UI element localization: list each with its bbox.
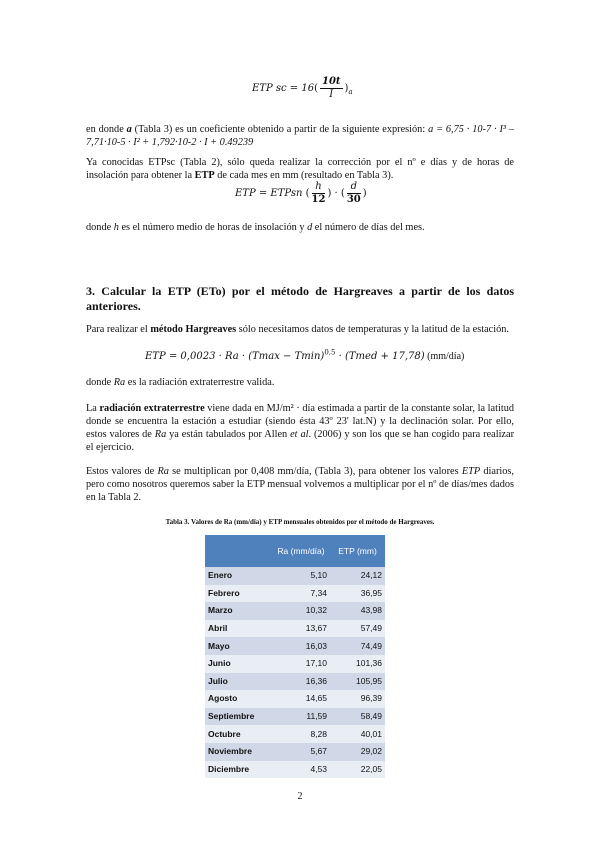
table-row	[205, 725, 385, 743]
formula-etp: ETP = ETPsn ( $\frac{h}{12}$ ) · ( $\frac{d}{30}$ )	[235, 181, 367, 205]
formula-etp-fraction-d	[347, 181, 361, 206]
para3-text-3: el número de días del mes.	[312, 222, 425, 233]
table-cell-etp: 57,49	[330, 620, 385, 638]
paragraph-correction	[86, 156, 514, 182]
table-cell-month: Septiembre	[205, 708, 272, 726]
para6-ra: Ra	[154, 429, 167, 440]
para6-text-2: viene dada en MJ/m² · día estimada a partir de la constante solar, la latitud donde se encuentra la estación a estudiar (siendo ésta 43º 23' lat.N) y la declinación solar. Por ello, estos valores de	[86, 403, 514, 440]
table-row	[205, 655, 385, 673]
table-cell-ra: 11,59	[272, 708, 330, 726]
table-cell-month: Agosto	[205, 690, 272, 708]
formula-etp-den-30: 30	[346, 194, 361, 205]
table-row	[205, 761, 385, 779]
para7-etp: ETP	[461, 466, 481, 477]
para3-h: h	[113, 222, 119, 233]
para6-text-1: La	[86, 403, 100, 414]
para5-text-2: es la radiación extraterrestre valida.	[125, 377, 275, 388]
formula-etp-sc-exponent: a	[348, 88, 353, 96]
table-cell-ra: 16,03	[272, 637, 330, 655]
para2-etp: ETP	[194, 170, 215, 181]
para7-text-2: se multiplican por 0,408 mm/día, (Tabla 3), para obtener los valores	[168, 466, 462, 477]
para2-text-1: Ya conocidas ETPsc (Tabla 2), sólo queda realizar la corrección por el nº e días y de horas de insolación para obtener la	[86, 157, 514, 181]
paragraph-ra	[86, 376, 514, 389]
formula-hargreaves-exponent: 0,5	[324, 348, 336, 357]
formula-hargreaves-rest: · (Tmed + 17,78)	[335, 351, 425, 362]
table-header-row	[205, 535, 385, 567]
table-cell-ra: 4,53	[272, 761, 330, 779]
table-cell-month: Abril	[205, 620, 272, 638]
table-cell-etp: 40,01	[330, 725, 385, 743]
para3-text-2: es el número medio de horas de insolación y	[118, 222, 308, 233]
para3-d: d	[307, 222, 313, 233]
table-cell-etp: 74,49	[330, 637, 385, 655]
table-cell-etp: 24,12	[330, 567, 385, 585]
formula-hargreaves-unit: (mm/día)	[424, 351, 465, 362]
formula-etp-sc-lhs: ETP sc = 16	[252, 83, 315, 94]
para6-text-3: ya están tabulados por Allen	[166, 429, 291, 440]
table-row	[205, 602, 385, 620]
table-cell-etp: 96,39	[330, 690, 385, 708]
formula-hargreaves-main: ETP = 0,0023 · Ra · (Tmax − Tmin)	[145, 351, 325, 362]
table-row	[205, 585, 385, 603]
table-cell-etp: 105,95	[330, 673, 385, 691]
para4-text-2: sólo necesitamos datos de temperaturas y la latitud de la estación.	[236, 324, 509, 335]
formula-etp-sc-fraction	[320, 76, 343, 101]
ra-etp-table	[205, 535, 385, 778]
formula-etp-num-h: h	[312, 181, 326, 194]
formula-etp-sc-numerator: 10t	[321, 76, 341, 87]
para3-text-1: donde	[86, 222, 114, 233]
para5-text-1: donde	[86, 377, 114, 388]
table-row	[205, 637, 385, 655]
para6-etal: et al	[290, 429, 309, 440]
para2-text-2: de cada mes en mm (resultado en Tabla 3).	[214, 170, 394, 181]
table-cell-month: Marzo	[205, 602, 272, 620]
table-cell-etp: 36,95	[330, 585, 385, 603]
table-row	[205, 690, 385, 708]
table-cell-etp: 58,49	[330, 708, 385, 726]
para1-a: a	[126, 124, 132, 135]
para1-expression: a = 6,75 · 10-7 · I³ – 7,71·10-5 · I² + 1,792·10-2 · I + 0.49239	[86, 124, 514, 148]
table-cell-ra: 5,10	[272, 567, 330, 585]
table-header-ra: Ra (mm/día)	[272, 535, 330, 567]
para5-ra: Ra	[113, 377, 126, 388]
table-row	[205, 708, 385, 726]
table-cell-month: Mayo	[205, 637, 272, 655]
table-cell-month: Julio	[205, 673, 272, 691]
paragraph-coefficient-a	[86, 123, 514, 149]
table-cell-ra: 8,28	[272, 725, 330, 743]
table-cell-ra: 16,36	[272, 673, 330, 691]
table-cell-etp: 101,36	[330, 655, 385, 673]
formula-etp-sc-denominator: I	[329, 89, 334, 100]
table-cell-ra: 7,34	[272, 585, 330, 603]
table-cell-ra: 5,67	[272, 743, 330, 761]
table-cell-month: Octubre	[205, 725, 272, 743]
formula-etp-num-d: d	[347, 181, 361, 194]
table-row	[205, 673, 385, 691]
table-header-month	[205, 535, 272, 567]
table-cell-month: Junio	[205, 655, 272, 673]
para7-text-3: diarios, pero como nosotros queremos saber la ETP mensual volvemos a multiplicar por el nº de días/mes dados en la Tabla 2.	[86, 466, 514, 503]
table-cell-etp: 29,02	[330, 743, 385, 761]
paragraph-hargreaves	[86, 323, 514, 336]
paragraph-multiply	[86, 465, 514, 504]
table-row	[205, 620, 385, 638]
table-header-etp: ETP (mm)	[330, 535, 385, 567]
table-caption: Tabla 3. Valores de Ra (mm/día) y ETP mensuales obtenidos por el método de Hargreaves.	[165, 518, 435, 526]
formula-etp-dot: ·	[334, 188, 338, 199]
para1-text-2: (Tabla 3) es un coeficiente obtenido a partir de la siguiente expresión:	[131, 124, 429, 135]
para6-bold: radiación extraterrestre	[99, 403, 205, 414]
formula-hargreaves	[145, 350, 464, 363]
para4-bold: método Hargreaves	[150, 324, 237, 335]
table-cell-etp: 43,98	[330, 602, 385, 620]
table-cell-month: Noviembre	[205, 743, 272, 761]
table-cell-ra: 14,65	[272, 690, 330, 708]
table-cell-ra: 10,32	[272, 602, 330, 620]
para7-text-1: Estos valores de	[86, 466, 158, 477]
table-cell-ra: 13,67	[272, 620, 330, 638]
formula-etp-fraction-h	[312, 181, 326, 206]
table-cell-etp: 22,05	[330, 761, 385, 779]
section-heading: 3. Calcular la ETP (ETo) por el método de Hargreaves a partir de los datos anteriores.	[86, 284, 514, 313]
table-row	[205, 567, 385, 585]
table-cell-month: Diciembre	[205, 761, 272, 779]
para6-text-4: . (2006) y son los que se han cogido para realizar el ejercicio.	[86, 429, 515, 453]
paragraph-radiation	[86, 402, 514, 454]
formula-etp-den-12: 12	[311, 194, 326, 205]
para7-ra: Ra	[157, 466, 169, 477]
table-row	[205, 743, 385, 761]
table-cell-month: Febrero	[205, 585, 272, 603]
page-number: 2	[297, 791, 303, 802]
table-cell-ra: 17,10	[272, 655, 330, 673]
paragraph-h-d	[86, 221, 514, 234]
formula-etp-sc: ETP sc = 16( $\frac{10t}{I}$ )$_a$	[252, 76, 353, 100]
para4-text-1: Para realizar el	[86, 324, 151, 335]
formula-etp-lhs: ETP = ETPsn	[235, 188, 303, 199]
table-cell-month: Enero	[205, 567, 272, 585]
para1-text-1: en donde	[86, 124, 127, 135]
